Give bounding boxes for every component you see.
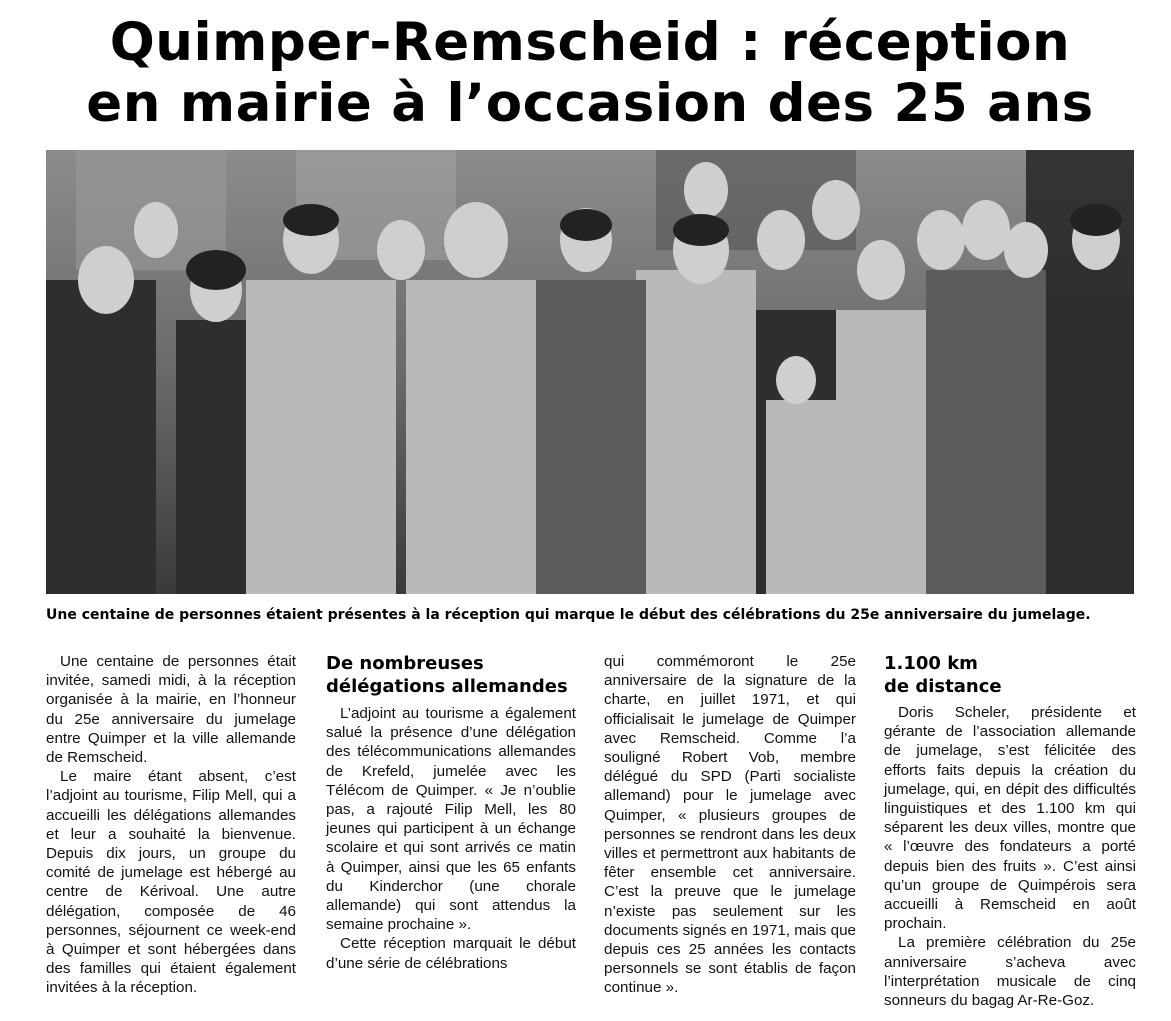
subhead-distance-line-2: de distance — [884, 676, 1002, 697]
column-1-paragraph-1: Une centaine de personnes était invitée, samedi midi, à la réception organisée à la mairie, en l’honneur du 25e anniversaire du jumelage entre Quimper et la ville allemande de Remscheid. — [46, 653, 296, 767]
crowd-photo-icon — [46, 150, 1134, 594]
column-4-paragraph-2: La première célébration du 25e anniversaire s’acheva avec l’interprétation musicale de cinq sonneurs du bagag Ar-Re-Goz. — [884, 934, 1136, 1010]
column-2-paragraph-2: Cette réception marquait le début d’une série de célébrations — [326, 935, 576, 972]
headline-line-1: Quimper-Remscheid : réception — [109, 12, 1071, 73]
headline — [40, 12, 1140, 134]
crowd-photo — [46, 150, 1134, 594]
subhead-distance — [884, 652, 1136, 698]
column-3-paragraph-1: qui commémoront le 25e anniversaire de la signature de la charte, en juillet 1971, et qui officialisait le jumelage de Quimper avec Remscheid. Comme l’a souligné Robert Vob, membre délégué du SPD (Parti socialiste allemand) pour le jumelage avec Quimper, « plusieurs groupes de personnes se rendront dans les deux villes et permettront aux habitants de fêter ensemble cet anniversaire. C’est la preuve que le jumelage n’existe pas seulement sur les documents signés en 1971, mais que depuis ces 25 années les contacts personnels se sont établis de façon continue ». — [604, 653, 856, 997]
column-1-paragraph-2: Le maire étant absent, c’est l’adjoint au tourisme, Filip Mell, qui a accueilli les délégations allemandes et leur a souhaité la bienvenue. Depuis dix jours, un groupe du comité de jumelage est hébergé au centre de Kérivoal. Une autre délégation, composée de 46 personnes, séjournent ce week-end à Quimper et sont hébergées dans des familles qui étaient également invitées à la réception. — [46, 768, 296, 997]
article-column-1 — [46, 652, 296, 998]
subhead-delegations: De nombreuses délégations allemandes — [326, 653, 568, 697]
column-2-paragraph-1: L’adjoint au tourisme a également salué la présence d’une délégation des télécommunications allemandes de Krefeld, jumelée avec les Télécom de Quimper. « Je n’oublie pas, a rajouté Filip Mell, les 80 jeunes qui participent à un échange scolaire et qui sont arrivés ce matin à Quimper, ainsi que les 65 enfants du Kinderchor (une chorale allemande) qui sont attendus la semaine prochaine ». — [326, 705, 576, 934]
article-column-4 — [884, 652, 1136, 1010]
column-4-paragraph-1: Doris Scheler, présidente et gérante de l’association allemande de jumelage, s’est félicitée des efforts faits depuis la création du jumelage, qui, en dépit des difficultés linguistiques et des 1.100 km qui séparent les deux villes, montre que « l’œuvre des fondateurs a porté depuis bien des fruits ». C’est ainsi qu’un groupe de Quimpérois sera accueilli à Remscheid en août prochain. — [884, 704, 1136, 933]
photo-caption: Une centaine de personnes étaient présentes à la réception qui marque le début des célébrations du 25e anniversaire du jumelage. — [46, 607, 1091, 623]
subhead-distance-line-1: 1.100 km — [884, 653, 978, 674]
headline-line-2: en mairie à l’occasion des 25 ans — [86, 73, 1094, 134]
article-column-2 — [326, 652, 576, 973]
article-column-3 — [604, 652, 856, 998]
